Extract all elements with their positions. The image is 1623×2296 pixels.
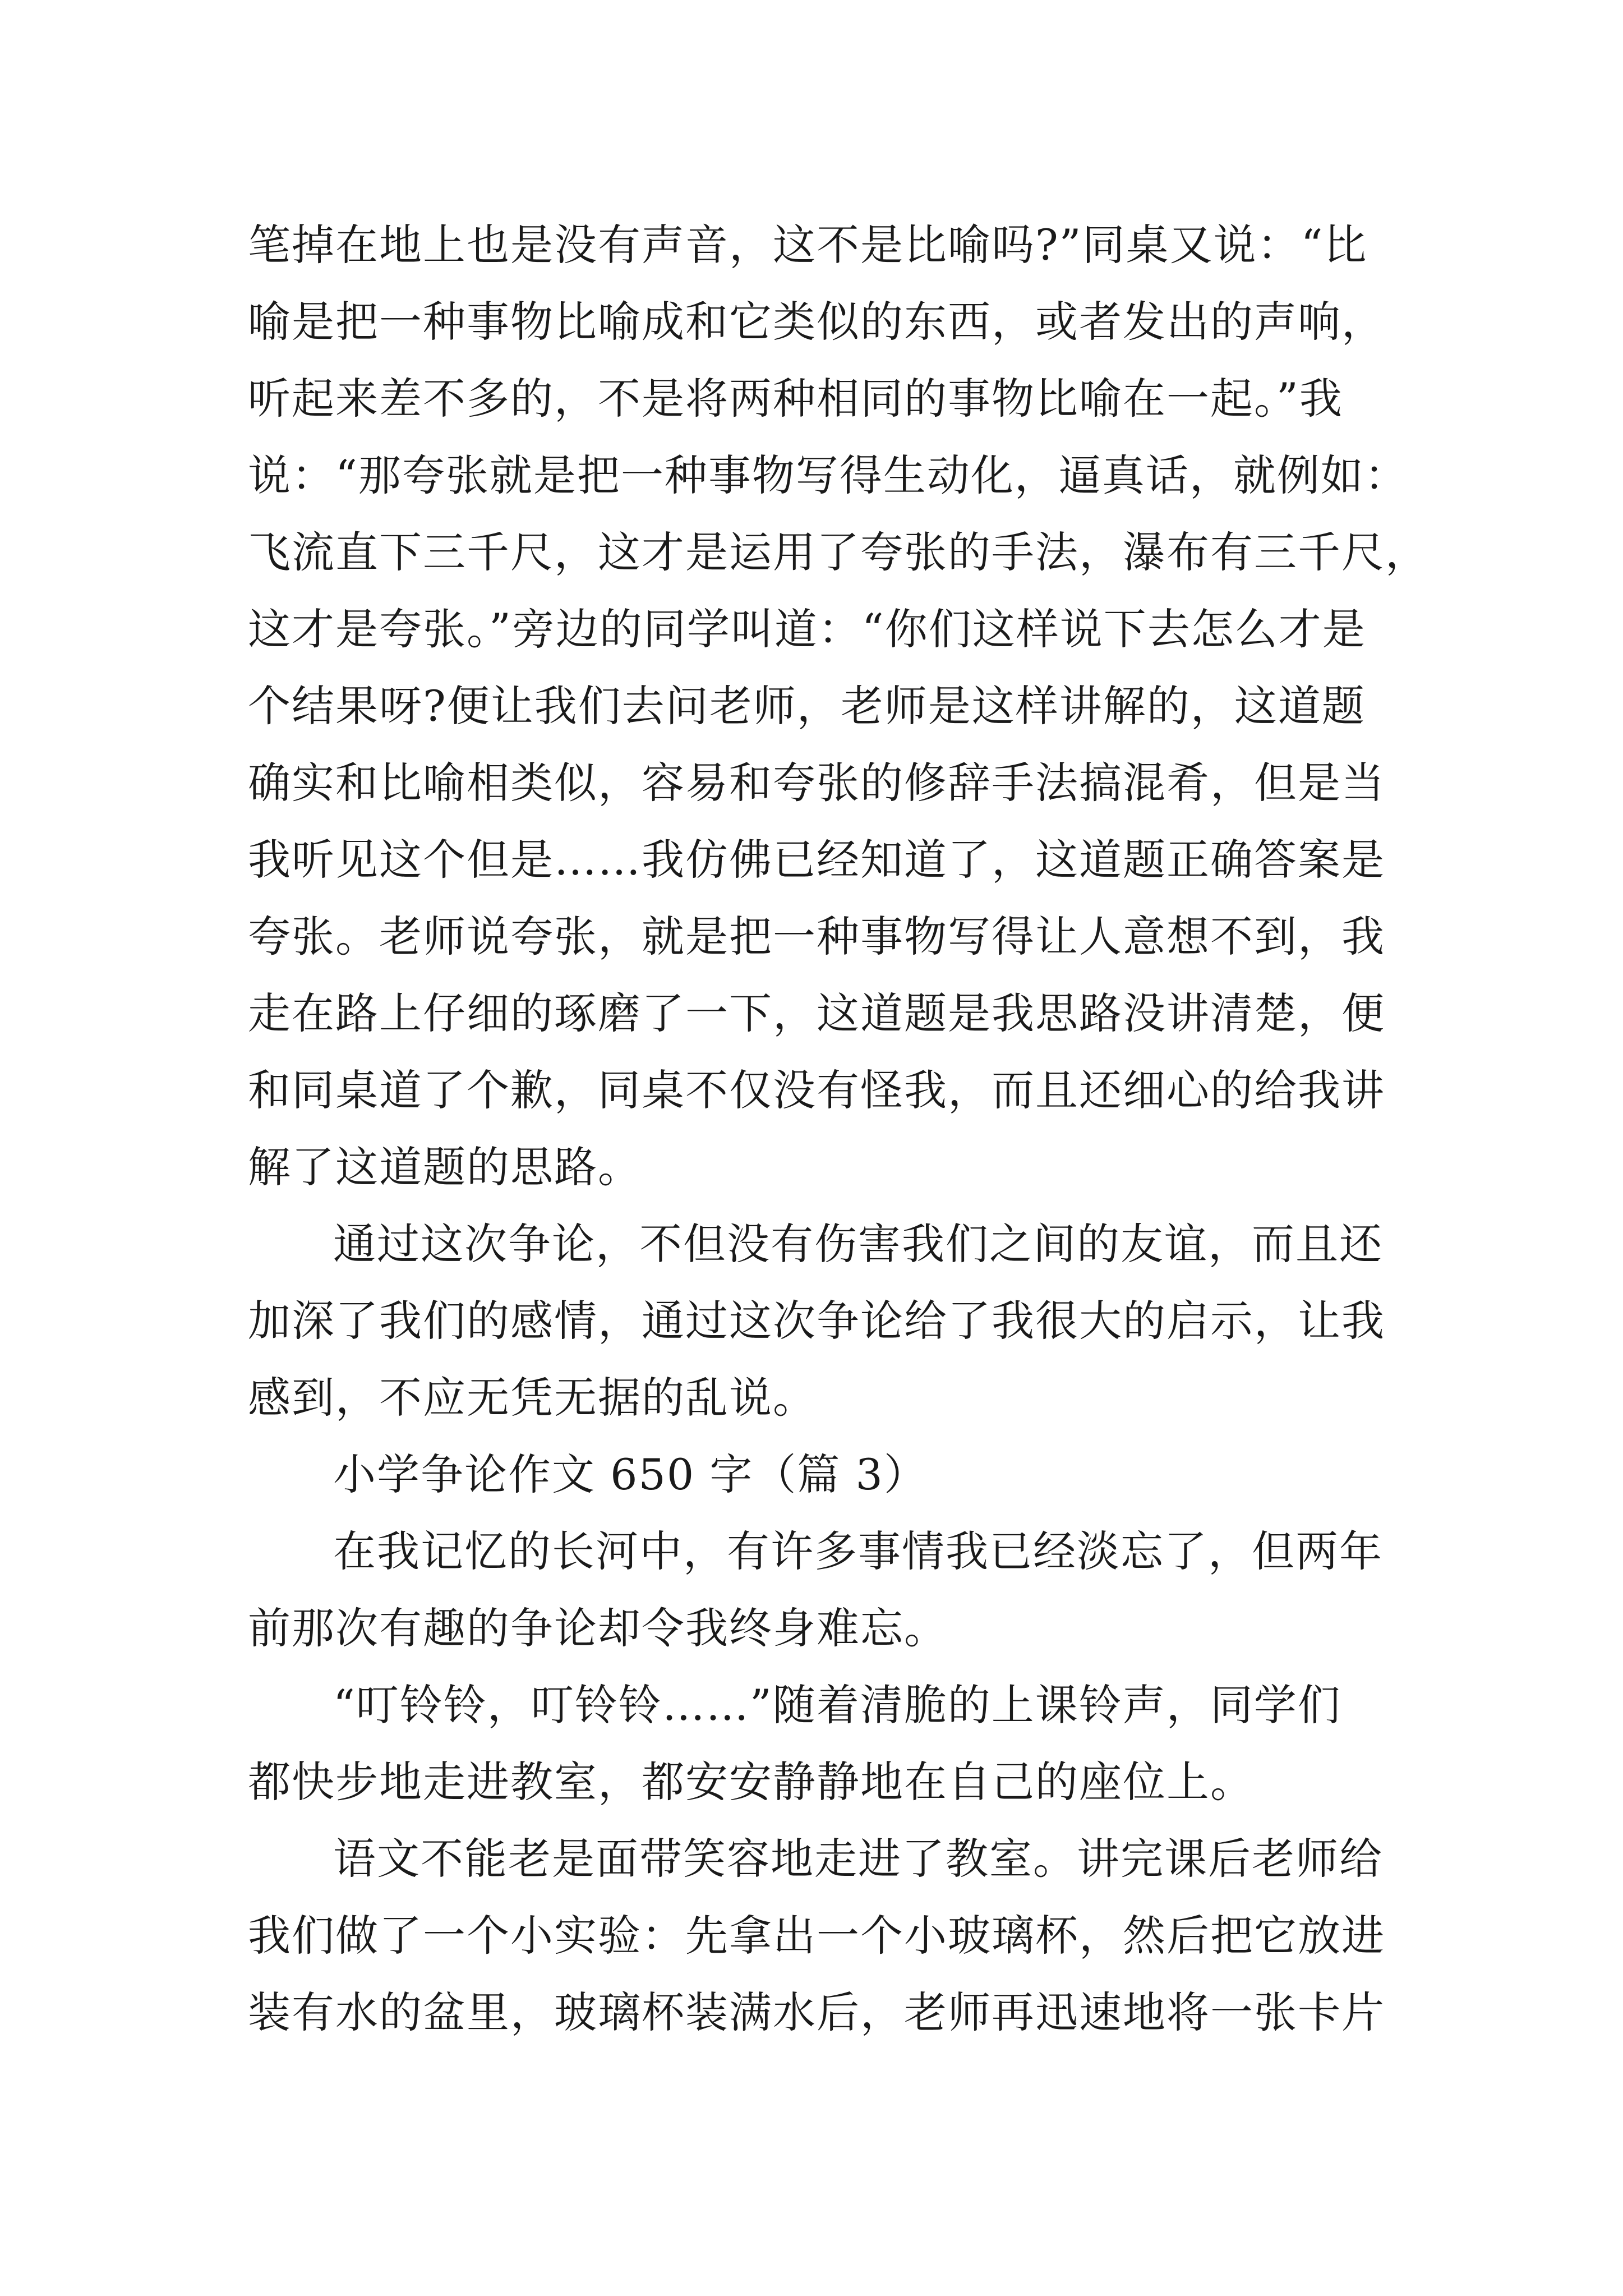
text-line: 我们做了一个小实验：先拿出一个小玻璃杯，然后把它放进 xyxy=(248,1911,1385,1961)
essay-body xyxy=(248,206,1429,2051)
text-line: 飞流直下三千尺，这才是运用了夸张的手法，瀑布有三千尺， xyxy=(248,527,1429,577)
text-line: 个结果呀?便让我们去问老师，老师是这样讲解的，这道题 xyxy=(248,681,1366,731)
text-line: 听起来差不多的，不是将两种相同的事物比喻在一起。”我 xyxy=(248,374,1343,424)
text-line: 我听见这个但是……我仿佛已经知道了，这道题正确答案是 xyxy=(248,835,1385,885)
text-line: 装有水的盆里，玻璃杯装满水后，老师再迅速地将一张卡片 xyxy=(248,1987,1385,2037)
text-line: 说：“那夸张就是把一种事物写得生动化，逼真话，就例如： xyxy=(248,450,1408,500)
text-line: 夸张。老师说夸张，就是把一种事物写得让人意想不到，我 xyxy=(248,912,1385,961)
text-line: 这才是夸张。”旁边的同学叫道：“你们这样说下去怎么才是 xyxy=(248,604,1366,654)
text-line: 前那次有趣的争论却令我终身难忘。 xyxy=(248,1603,948,1653)
paragraph-first-line: “叮铃铃，叮铃铃……”随着清脆的上课铃声，同学们 xyxy=(333,1680,1341,1730)
text-line: 确实和比喻相类似，容易和夸张的修辞手法搞混肴，但是当 xyxy=(248,758,1385,808)
text-line: 加深了我们的感情，通过这次争论给了我很大的启示，让我 xyxy=(248,1296,1385,1346)
text-line: 和同桌道了个歉，同桌不仅没有怪我，而且还细心的给我讲 xyxy=(248,1065,1385,1115)
paragraph-first-line: 在我记忆的长河中，有许多事情我已经淡忘了，但两年 xyxy=(333,1526,1383,1576)
text-line: 走在路上仔细的琢磨了一下，这道题是我思路没讲清楚，便 xyxy=(248,988,1385,1038)
paragraph-first-line: 通过这次争论，不但没有伤害我们之间的友谊，而且还 xyxy=(333,1219,1383,1269)
text-line: 解了这道题的思路。 xyxy=(248,1142,642,1192)
paragraph-first-line: 语文不能老是面带笑容地走进了教室。讲完课后老师给 xyxy=(333,1834,1383,1884)
text-line: 感到，不应无凭无据的乱说。 xyxy=(248,1373,817,1423)
text-line: 笔掉在地上也是没有声音，这不是比喻吗?”同桌又说：“比 xyxy=(248,220,1368,270)
text-line: 喻是把一种事物比喻成和它类似的东西，或者发出的声响， xyxy=(248,297,1385,347)
section-heading: 小学争论作文 650 字（篇 3） xyxy=(333,1450,928,1499)
text-line: 都快步地走进教室，都安安静静地在自己的座位上。 xyxy=(248,1757,1254,1807)
